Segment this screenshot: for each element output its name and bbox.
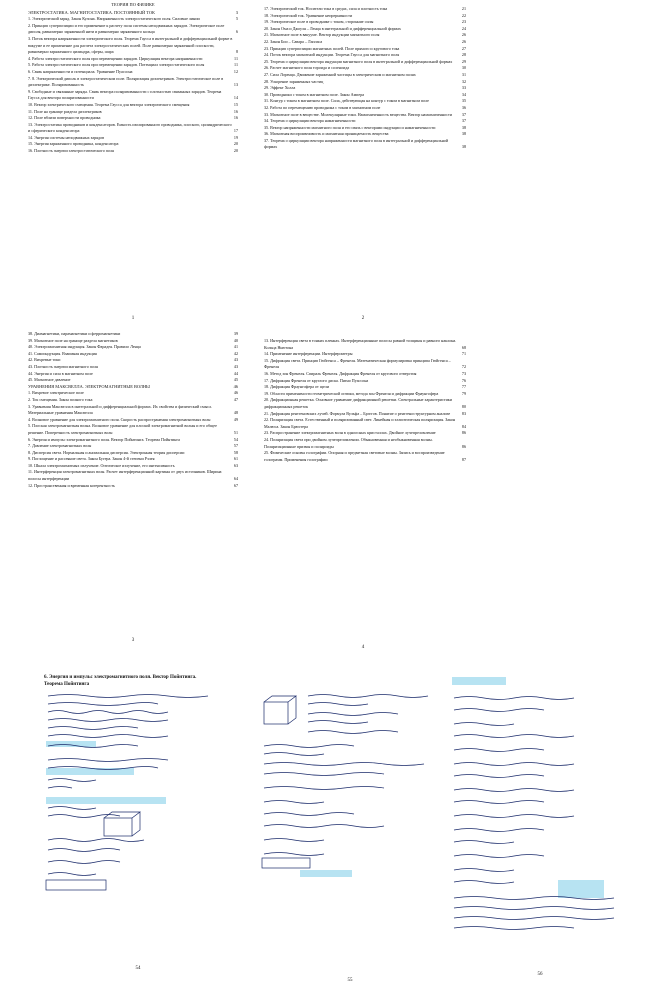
toc-entry (264, 397, 466, 410)
toc-entry-title: 19. Электрическое поле в проводнике с током, сторонние силы (264, 19, 374, 25)
toc-entry-page: 32 (461, 78, 466, 84)
toc-page-2 (264, 6, 466, 312)
toc-entry (28, 443, 238, 450)
toc-entry-title: 16. Метод зон Френеля. Спираль Френеля. Дифракция Френеля от кругового отверстия (264, 370, 417, 376)
toc-entry-title: 25. Теорема о циркуляции вектора индукции магнитного поля в интегральной и дифференциальной формах (264, 58, 453, 64)
toc-entry-title: 9. Свободные и связанные заряды. Связь вектора поляризованности с плотностью связанных зарядов. Теорема Гаусса для вектора поляризованности (28, 88, 222, 101)
toc-entry (264, 430, 466, 437)
toc-entry (28, 89, 238, 102)
toc-entry-title: 7. 8. Электрический диполь в электростатическом поле. Поляризация диэлектриков. Электростатическое поле в диэлектрике. Поляризованность (28, 75, 224, 88)
toc-entry-title: 1. Вихревое электрическое поле (28, 390, 84, 396)
toc-entry-page: 20 (233, 148, 238, 154)
toc-entry-title: 12. Поле вблизи поверхности проводника (28, 115, 101, 121)
toc-entry-title: 3. Уравнения Максвелла в интегральной и дифференциальной формах. Их свойства и физический смысл. Материальные уравнения Максвелла (28, 403, 213, 416)
toc-entry-title: 29. Эффект Холла (264, 85, 296, 91)
handwritten-notes-page-55 (258, 690, 434, 890)
toc-entry (264, 138, 466, 151)
toc-entry-title: 34. Теорема о циркуляции вектора намагниченности (264, 118, 356, 124)
toc-entry-page: 22 (461, 12, 466, 18)
toc-entry (264, 32, 466, 39)
toc-section-heading (28, 10, 238, 17)
toc-entry-title: 40. Электромагнитная индукция. Закон Фарадея. Правило Ленца (28, 344, 141, 350)
toc-entry-title: 13. Интерференция света в тонких пленках. Интерференционные полосы равной толщины и равного наклона. Кольца Ньютона (264, 338, 457, 350)
toc-entry (264, 92, 466, 99)
toc-entry-page: 11 (234, 55, 238, 61)
toc-entry-page: 80 (461, 403, 466, 409)
toc-entry-page: 23 (461, 19, 466, 25)
toc-entry-page: 87 (461, 456, 466, 462)
toc-entry-title: 20. Закон Ома и Джоуля – Ленца в интегральной и дифференциальной формах (264, 25, 401, 31)
toc-entry-title: 21. Магнитное поле в вакууме. Вектор индукции магнитного поля (264, 32, 380, 38)
toc-entry-title: 17. Дифракция Френеля от круглого диска. Пятно Пуассона (264, 377, 369, 383)
toc-entry-title: 44. Энергия и сила в магнитном поле (28, 370, 93, 376)
toc-entry-title: 5. Плоская электромагнитная волна. Волновое уравнение для плоской электромагнитной волны и его общее решение. Поперечность электромагнитных волн (28, 423, 217, 435)
toc-entry-title: 24. Поток вектора магнитной индукции. Теорема Гаусса для магнитного поля (264, 52, 400, 58)
toc-section-page: 3 (235, 9, 238, 15)
toc-entry-title: 20. Дифракционная решетка. Основное уравнение дифракционной решетки. Спектральные характеристики дифракционных решеток (264, 397, 452, 409)
toc-entry (264, 351, 466, 358)
toc-entry-page: 21 (461, 6, 466, 11)
toc-entry (28, 36, 238, 56)
toc-entry-title: 26. Расчет магнитного поля тороида и соленоида (264, 65, 350, 71)
toc-entry-title: 31. Контур с током в магнитном поле. Сила, действующая на контур с током в магнитном поле (264, 98, 429, 104)
toc-page-4 (264, 338, 466, 572)
toc-entry (264, 6, 466, 13)
toc-entry-title: 12. Пространственная и временная когерентность (28, 482, 115, 488)
toc-entry-page: 43 (233, 363, 238, 369)
toc-entry (264, 450, 466, 463)
toc-entry (28, 450, 238, 457)
toc-entry (264, 59, 466, 66)
toc-entry-title: 23. Распространение электромагнитных волн в одноосных кристаллах. Двойное лучепреломление (264, 430, 436, 436)
toc-entry-page: 24 (461, 25, 466, 31)
toc-entry (264, 358, 466, 371)
toc-entry (28, 16, 238, 23)
toc-entry (28, 135, 238, 142)
toc-section-title: ЭЛЕКТРОСТАТИКА. МАГНИТОСТАТИКА. ПОСТОЯННЫЙ ТОК (28, 9, 155, 15)
toc-entry-page: 48 (233, 410, 238, 416)
toc-entry-page: 73 (461, 370, 466, 376)
toc-entry-page: 33 (461, 85, 466, 91)
toc-entry-page: 77 (461, 384, 466, 390)
toc-entry-page: 47 (233, 396, 238, 402)
toc-entry-title: 24. Поляризация света при двойном лучепреломлении. Обыкновенная и необыкновенная волны. Поляризационные призмы и поляроиды (264, 436, 433, 449)
toc-entry-title: 27. Сила Лоренца. Движение заряженной частицы в электрическом и магнитном полях (264, 71, 416, 77)
toc-entry (28, 371, 238, 378)
toc-entry (28, 417, 238, 424)
toc-entry-page: 45 (233, 377, 238, 383)
toc-entry (28, 483, 238, 490)
toc-entry-title: 11. Поле на границе раздела диэлектриков (28, 108, 102, 114)
toc-entry (28, 69, 238, 76)
toc-section-heading (28, 384, 238, 391)
toc-entry-title: 36. Магнитная восприимчивость и магнитная проницаемость вещества (264, 131, 389, 137)
toc-entry-page: 49 (233, 416, 238, 422)
toc-entry-title: 22. Закон Био – Савара – Лапласа (264, 38, 323, 44)
toc-entry (264, 52, 466, 59)
toc-entry-page: 76 (461, 377, 466, 383)
toc-entry (28, 115, 238, 122)
toc-entry-page: 11 (234, 62, 238, 68)
toc-entry-page: 27 (461, 45, 466, 51)
toc-entry (264, 338, 466, 351)
toc-entry (264, 125, 466, 132)
toc-entry-page: 86 (461, 443, 466, 449)
toc-entry-title: 25. Физические основы голографии. Опорная и предметная световые волны. Запись и воспроизведение голограмм. Применения голографии (264, 450, 445, 462)
toc-entry (264, 26, 466, 33)
toc-entry (264, 131, 466, 138)
toc-entry-page: 37 (461, 111, 466, 117)
toc-entry-page: 12 (233, 68, 238, 74)
toc-entry (264, 105, 466, 112)
toc-entry-title: 19. Области применимости геометрической оптики, метода зон Френеля и дифракции Фраунгофера (264, 390, 439, 396)
toc-entry-page: 86 (461, 430, 466, 436)
toc-entry-title: 42. Вихревые токи (28, 357, 61, 363)
toc-entry-page: 15 (233, 101, 238, 107)
toc-entry-title: 33. Магнитное поле в веществе. Молекулярные токи. Намагниченность вещества. Вектор намагниченности (264, 111, 452, 117)
toc-entry (264, 112, 466, 119)
toc-entry-title: 2. Ток смещения. Закон полного тока (28, 396, 93, 402)
toc-entry-page: 84 (461, 423, 466, 429)
toc-entry-title: 17. Электрический ток. Носители тока в средах, сила и плотность тока (264, 6, 388, 11)
toc-page-1 (28, 2, 238, 320)
toc-entry (28, 141, 238, 148)
toc-entry-page: 46 (233, 390, 238, 396)
toc-entry-title: 6. Энергия и импульс электромагнитного поля. Вектор Пойнтинга. Теорема Пойнтинга (28, 436, 180, 442)
toc-section-title: УРАВНЕНИЯ МАКСВЕЛЛА. ЭЛЕКТРОМАГНИТНЫЕ ВОЛНЫ (28, 383, 150, 389)
toc-entry-title: 1. Электрический заряд. Закон Кулона. Напряженность электростатического поля. Силовые линии (28, 16, 200, 22)
toc-entry-title: 6. Связь напряженности и потенциала. Уравнение Пуассона (28, 68, 133, 74)
page-number: 3 (131, 638, 135, 643)
toc-entry-page: 79 (461, 390, 466, 396)
toc-entry-title: 23. Принцип суперпозиции магнитных полей. Поле прямого и кругового тока (264, 45, 400, 51)
handwritten-heading-line1: 6. Энергия и импульс электромагнитного поля. Вектор Пойнтинга. (44, 675, 197, 680)
toc-entry-page: 26 (461, 38, 466, 44)
toc-entry-page: 38 (461, 144, 466, 150)
toc-entry-page: 38 (461, 131, 466, 137)
toc-entry-title: 5. Работа электростатического поля при перемещении зарядов. Потенциал электростатического поля (28, 62, 205, 68)
toc-entry-title: 14. Применение интерференции. Интерферометры (264, 351, 353, 357)
toc-entry (28, 109, 238, 116)
toc-entry-title: 28. Ускорение заряженных частиц (264, 78, 324, 84)
toc-entry-page: 13 (233, 82, 238, 88)
toc-entry (28, 469, 238, 482)
handwritten-notes-page-56 (448, 676, 638, 966)
toc-entry-page: 63 (233, 462, 238, 468)
toc-entry (264, 417, 466, 430)
toc-entry (264, 411, 466, 418)
toc-entry-title: 41. Самоиндукция. Взаимная индукция (28, 350, 97, 356)
toc-title: ТЕОРИЯ ПО ФИЗИКЕ (111, 2, 155, 7)
toc-entry (264, 391, 466, 398)
handwritten-heading (44, 674, 274, 688)
toc-entry (264, 437, 466, 450)
toc-entry (28, 404, 238, 417)
page-number: 56 (537, 972, 543, 977)
toc-entry-page: 58 (233, 449, 238, 455)
toc-entry (28, 102, 238, 109)
toc-entry-page: 43 (233, 357, 238, 363)
toc-entry (264, 19, 466, 26)
toc-entry-page: 38 (461, 124, 466, 130)
toc-section-page: 46 (233, 383, 238, 389)
toc-entry-page: 5 (235, 16, 238, 22)
toc-entry (28, 122, 238, 135)
toc-entry-page: 34 (461, 91, 466, 97)
toc-entry-page: 37 (461, 118, 466, 124)
toc-entry (28, 364, 238, 371)
toc-entry-page: 30 (461, 65, 466, 71)
handwritten-heading-line2: Теорема Пойнтинга (44, 682, 90, 687)
toc-entry-page: 54 (233, 436, 238, 442)
toc-entry (264, 98, 466, 105)
toc-entry (28, 456, 238, 463)
toc-entry-title: 10. Вектор электрического смещения. Теорема Гаусса для вектора электрического смещения (28, 101, 190, 107)
toc-entry-page: 51 (233, 429, 238, 435)
toc-entry-title: 14. Энергия системы неподвижных зарядов (28, 134, 105, 140)
handwritten-notes-page-54 (44, 690, 214, 900)
toc-entry (28, 148, 238, 155)
toc-entry-title: 38. Диамагнетики, парамагнетики и ферромагнетики (28, 331, 121, 336)
toc-entry-page: 35 (461, 98, 466, 104)
toc-entry-page: 64 (233, 476, 238, 482)
toc-entry (264, 371, 466, 378)
toc-entry-page: 71 (461, 351, 466, 357)
toc-entry-title: 22. Поляризация света. Естественный и поляризованный свет. Линейная и эллиптическая поляризация. Закон Малюса. Закон Брюстера (264, 417, 456, 429)
toc-entry (264, 85, 466, 92)
toc-entry (264, 79, 466, 86)
toc-entry-title: 32. Работа по перемещению проводника с током в магнитном поле (264, 104, 381, 110)
toc-entry (28, 357, 238, 364)
toc-entry-page: 57 (233, 443, 238, 449)
toc-entry-title: 18. Дифракция Фраунгофера от щели (264, 384, 330, 390)
toc-entry-page: 8 (235, 49, 238, 55)
toc-entry (28, 351, 238, 358)
toc-entry (264, 46, 466, 53)
toc-entry (264, 118, 466, 125)
toc-entry-title: 21. Дифракция рентгеновских лучей. Формула Вульфа – Брэггов. Понятие о рентгеноструктурном анализе (264, 410, 451, 416)
toc-entry-title: 16. Плотность энергии электростатического поля (28, 148, 114, 154)
toc-entry-title: 35. Вектор напряженности магнитного поля и его связь с векторами индукции и намагниченности (264, 124, 436, 130)
toc-entry (28, 76, 238, 89)
toc-entry-title: 3. Поток вектора напряженности электрического поля. Теорема Гаусса в интегральной и дифференциальной форме в вакууме и ее применение для расчета электростатических полей. Поле равномерно заряженной плоскости, равномерно заряженного цилиндра, сферы, шара (28, 35, 233, 55)
toc-entry-title: 11. Интерференция электромагнитных волн. Расчет интерференционной картины от двух источников. Ширина полосы интерференции (28, 469, 222, 482)
toc-entry-page: 40 (233, 337, 238, 343)
toc-entry-page: 67 (233, 482, 238, 488)
toc-entry-title: 37. Теорема о циркуляции вектора напряженности магнитного поля в интегральной и дифференциальной формах (264, 137, 449, 150)
toc-entry-page: 39 (233, 331, 238, 336)
toc-entry-page: 41 (233, 344, 238, 350)
toc-entry-title: 15. Дифракция света. Принцип Гюйгенса – Френеля. Математическая формулировка принципа Гюйгенса – Френеля (264, 357, 451, 370)
toc-entry-page: 28 (461, 52, 466, 58)
toc-entry-title: 13. Электростатика проводников и конденсаторов. Емкость изолированного проводника, плоского, цилиндрического и сферического конденсатора (28, 121, 232, 134)
page-number: 1 (131, 316, 135, 321)
toc-entry (28, 397, 238, 404)
toc-entry (28, 463, 238, 470)
toc-entry-title: 39. Магнитное поле на границе раздела магнетиков (28, 337, 118, 343)
toc-entry-page: 6 (235, 29, 238, 35)
page-number: 54 (135, 966, 141, 971)
toc-entry (264, 39, 466, 46)
toc-entry (28, 437, 238, 444)
toc-entry-page: 42 (233, 350, 238, 356)
toc-entry-page: 36 (461, 104, 466, 110)
toc-entry-title: 8. Дисперсия света. Нормальная и аномальная дисперсия. Электронная теория дисперсии (28, 449, 185, 455)
toc-entry-page: 31 (461, 71, 466, 77)
toc-entry (264, 65, 466, 72)
toc-entry-title: 4. Работа электростатического поля при перемещении зарядов. Циркуляция вектора напряженности (28, 55, 203, 61)
toc-entry (28, 23, 238, 36)
toc-entry (264, 384, 466, 391)
toc-entry-title: 15. Энергия заряженного проводника, конденсатора (28, 141, 119, 147)
toc-entry-page: 16 (233, 108, 238, 114)
toc-entry (264, 378, 466, 385)
toc-entry-page: 17 (233, 128, 238, 134)
toc-entry-page: 72 (461, 364, 466, 370)
toc-entry (28, 56, 238, 63)
toc-entry-page: 14 (233, 95, 238, 101)
toc-entry-title: 43. Плотность энергии магнитного поля (28, 363, 98, 369)
toc-entry (264, 13, 466, 20)
toc-entry-page: 19 (233, 134, 238, 140)
toc-entry-page: 20 (233, 141, 238, 147)
toc-entry-title: 4. Волновое уравнение для электромагнитного поля. Скорость распространения электромагнитных волн (28, 416, 211, 422)
page-number: 4 (361, 645, 365, 650)
toc-page-3 (28, 331, 238, 631)
toc-entry-page: 44 (233, 370, 238, 376)
toc-entry-page: 26 (461, 32, 466, 38)
toc-entry-page: 61 (233, 456, 238, 462)
toc-entry-page: 68 (461, 344, 466, 350)
toc-entry-title: 9. Поглощение и рассеяние света. Закон Бугера. Закон 4-й степени Рэлея (28, 456, 155, 462)
toc-entry (28, 423, 238, 436)
toc-entry-title: 30. Проводники с током в магнитном поле. Закон Ампера (264, 91, 365, 97)
toc-entry (264, 72, 466, 79)
toc-entry-title: 45. Магнитное давление (28, 377, 71, 383)
toc-entry-page: 83 (461, 410, 466, 416)
toc-entry (28, 390, 238, 397)
toc-entry (28, 331, 238, 338)
page-number: 55 (347, 978, 353, 983)
toc-entry (28, 344, 238, 351)
page-number: 2 (361, 316, 365, 321)
toc-entry-title: 7. Давление электромагнитных волн (28, 443, 92, 449)
toc-entry (28, 377, 238, 384)
toc-entry (28, 62, 238, 69)
toc-entry-page: 16 (233, 115, 238, 121)
toc-entry-title: 10. Шкала электромагнитных излучение. Оптическое излучение, его интенсивность (28, 462, 175, 468)
toc-entry-title: 18. Электрический ток. Уравнение непрерывности (264, 12, 353, 18)
toc-entry-page: 29 (461, 58, 466, 64)
toc-entry (28, 338, 238, 345)
toc-entry-title: 2. Принцип суперпозиции и его применение к расчету поля системы неподвижных зарядов. Электрическое поле диполя, равномерно заряженной нити и равномерно заряженного кольца (28, 22, 225, 35)
